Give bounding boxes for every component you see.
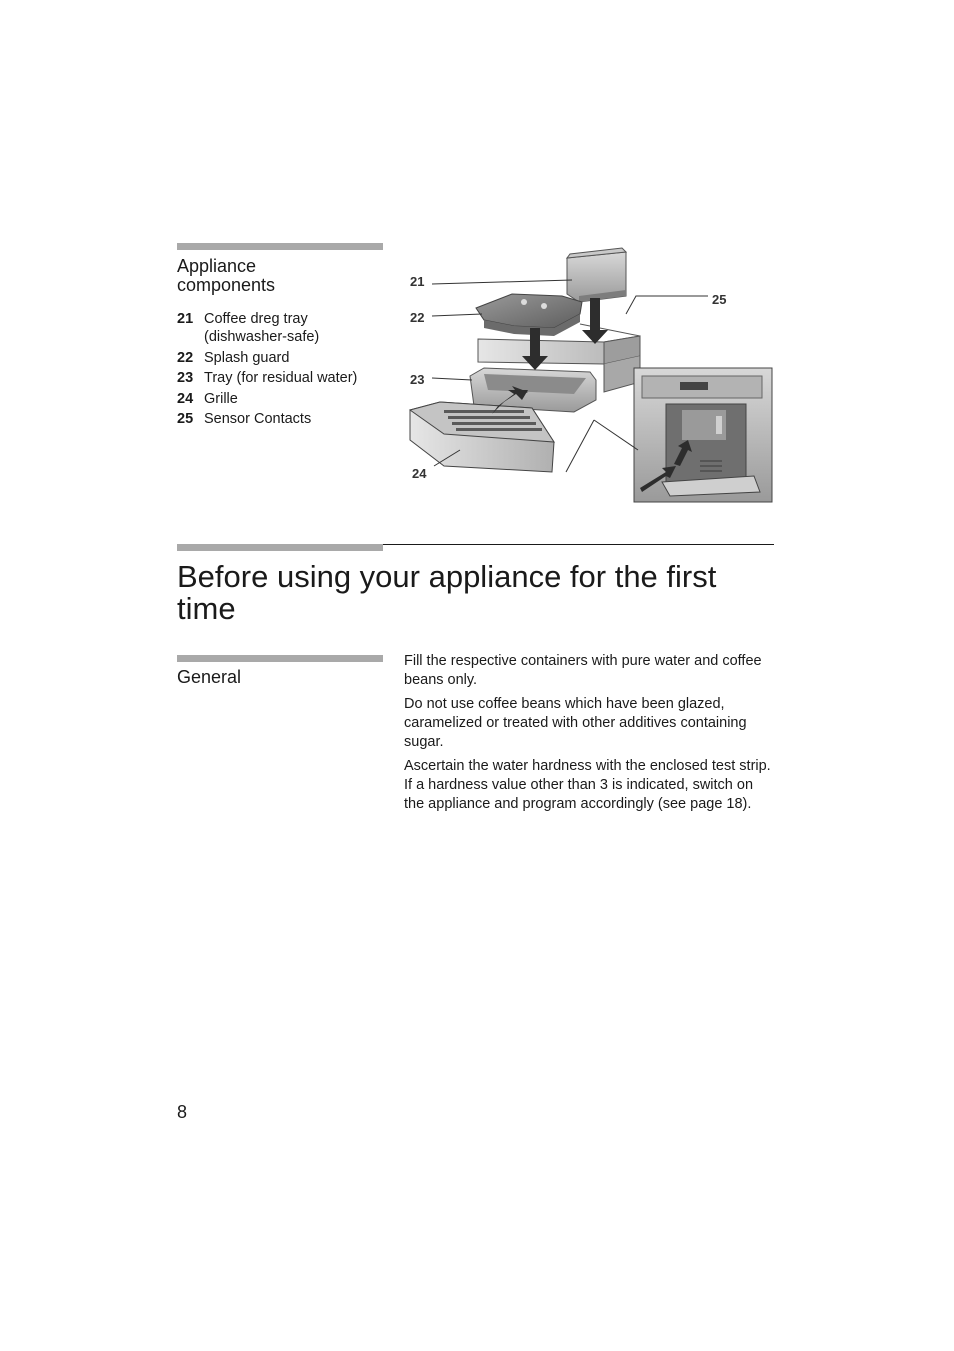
components-heading: Appliance components: [177, 256, 276, 295]
callout-23: 23: [410, 372, 425, 387]
components-list: [177, 310, 382, 431]
item-number: 23: [177, 370, 194, 386]
item-number: 21: [177, 311, 194, 327]
paragraph: Fill the respective containers with pure water and coffee beans only.: [404, 653, 762, 688]
list-item: [177, 369, 382, 387]
item-text: Splash guard: [204, 349, 290, 366]
list-item: [177, 310, 382, 346]
callout-24: 24: [412, 466, 427, 481]
general-body: [404, 652, 776, 819]
list-item: [177, 410, 382, 428]
section-bar-general: [177, 655, 383, 662]
callout-22: 22: [410, 310, 425, 325]
general-heading: General: [177, 667, 242, 687]
item-number: 22: [177, 349, 194, 366]
item-text: Tray (for residual water): [204, 370, 358, 386]
list-item: [177, 390, 382, 408]
section-rule: [383, 544, 774, 545]
page-number: 8: [177, 1102, 188, 1122]
splash-guard-top: [476, 294, 582, 336]
item-number: 25: [177, 411, 194, 427]
list-item: [177, 349, 382, 367]
item-number: 24: [177, 390, 194, 407]
coffee-dreg-tray: [567, 248, 626, 302]
page-title: Before using your appliance for the first time: [177, 559, 717, 626]
appliance-components-illustration: [404, 244, 774, 506]
grille: [410, 402, 554, 472]
callout-25: 25: [712, 292, 727, 307]
paragraph: Do not use coffee beans which have been glazed, caramelized or treated with other additives containing sugar.: [404, 696, 747, 750]
item-text: Coffee dreg tray (dishwasher-safe): [204, 311, 320, 345]
section-bar-before-use: [177, 544, 383, 551]
section-bar-components: [177, 243, 383, 250]
item-text: Grille: [204, 390, 238, 407]
item-text: Sensor Contacts: [204, 411, 312, 427]
paragraph: Ascertain the water hardness with the enclosed test strip. If a hardness value other than 3 is indicated, switch on the appliance and program accordingly (see page 18).: [404, 758, 771, 812]
callout-21: 21: [410, 274, 425, 289]
